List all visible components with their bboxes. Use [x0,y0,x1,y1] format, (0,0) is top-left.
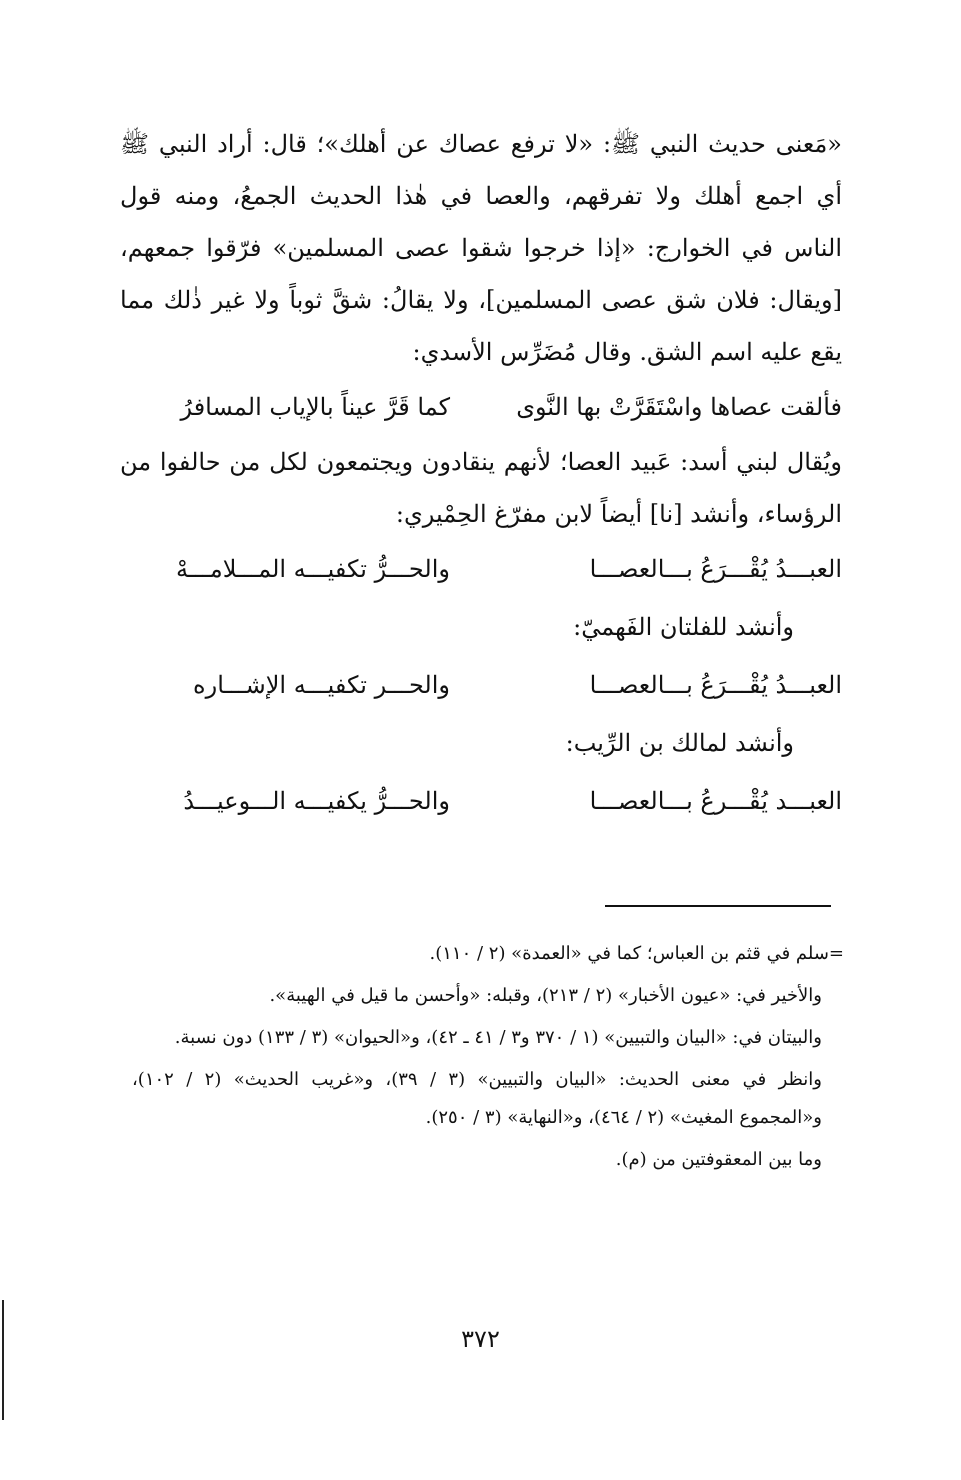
footnote-separator [605,905,831,907]
verse-second-hemistich: والحـــر تكفيـــه الإشـــاره [193,671,450,699]
footnote: والبيتان في: «البيان والتبيين» (١ / ٣٧٠ و٣ / ٤١ ـ ٤٢)، و«الحيوان» (٣ / ١٣٣) دون نسبة. [174,1027,822,1048]
verse-first-hemistich: العبـــدُ يُقْـــرَعُ بـــالعصـــا [589,555,842,583]
verse-falatan [120,656,842,714]
footnotes [132,935,844,1183]
footnote: والأخير في: «عيون الأخبار» (٢ / ٢١٣)، وقبله: «وأحسن ما قيل في الهيبة». [269,985,822,1006]
verse-first-hemistich: العبـــدُ يُقْـــرَعُ بـــالعصـــا [589,671,842,699]
verse-second-hemistich: كما قَرَّ عيناً بالإياب المسافرُ [180,393,450,421]
verse-mudarris [120,378,842,436]
scan-edge-line [2,1300,4,1420]
verse-malik [120,772,842,830]
footnote: وما بين المعقوفتين من (م). [615,1149,822,1170]
verse-first-hemistich: فألقت عصاها واسْتَقَرَّتْ بها النَّوى [516,393,842,421]
paragraph-bani-asad: ويُقال لبني أسد: عَبيد العصا؛ لأنهم ينقادون ويجتمعون لكل من حالفوا من الرؤساء، وأنشد [نا] أيضاً لابن مفرّغ الحِمْيري: [120,448,843,528]
verse-second-hemistich: والحـــرُّ يكفيـــه الـــوعيـــدُ [183,787,450,815]
paragraph-hadith-meaning: «مَعنى حديث النبي ﷺ: «لا ترفع عصاك عن أهلك»؛ قال: أراد النبي ﷺ أي اجمع أهلك ولا تفرقهم، والعصا في هٰذا الحديث الجمعُ، ومنه قول الناس في الخوارج: «إذا خرجوا شقوا عصى المسلمين» فرّقوا جمعهم، [ويقال: فلان شق عصى المسلمين]، ولا يقالُ: شقَّ ثوباً ولا غير ذٰلك مما يقع عليه اسم الشق. وقال مُضَرِّس الأسدي: [120,130,842,366]
verse-intro-falatan: وأنشد للفلتان الفَهميّ: [573,613,794,641]
verse-second-hemistich: والحـــرُّ تكفيـــه المـــلامـــهْ [175,555,450,583]
verse-ibn-mufarrigh [120,540,842,598]
verse-first-hemistich: العبـــد يُقْـــرعُ بـــالعصـــا [589,787,842,815]
page-number: ٣٧٢ [461,1325,500,1353]
main-text [120,118,842,830]
footnote: وانظر في معنى الحديث: «البيان والتبيين» (٣ / ٣٩)، و«غريب الحديث» (٢ / ١٠٢)، و«المجموع المغيث» (٢ / ٤٦٤)، و«النهاية» (٣ / ٢٥٠). [132,1069,822,1128]
verse-intro-malik: وأنشد لمالك بن الرِّيب: [565,729,794,757]
footnote: =سلم في قثم بن العباس؛ كما في «العمدة» (٢ / ١١٠). [429,943,844,964]
